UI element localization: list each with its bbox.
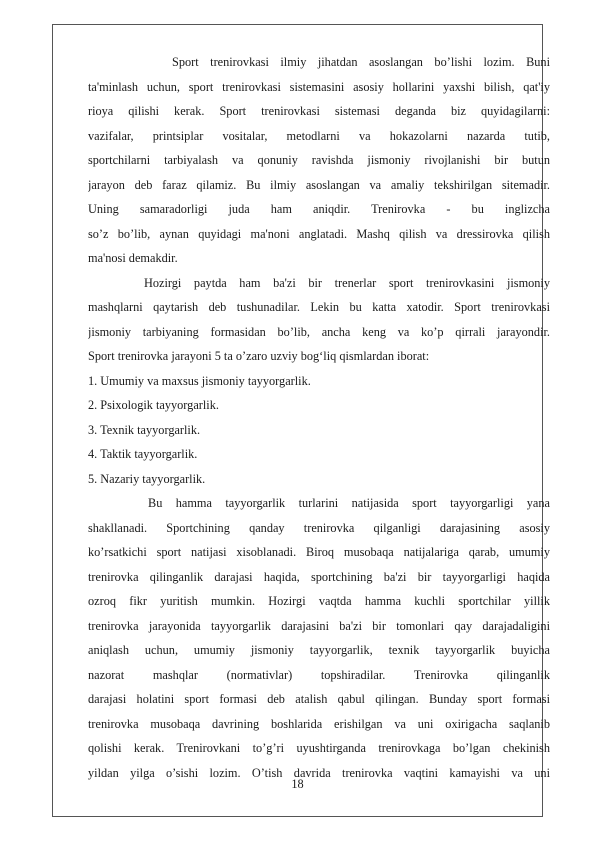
text-line: ozroq fikr yuritish mumkin. Hozirgi vaqtda hamma kuchli sportchilar yillik [88, 594, 550, 608]
text-line: Bu hamma tayyorgarlik turlarini natijasida sport tayyorgarligi yana [148, 496, 550, 510]
text-line: so’z bo’lib, aynan quyidagi ma'noni anglatadi. Mashq qilish va dressirovka qilish [88, 226, 550, 241]
text-line: ta'minlash uchun, sport trenirovkasi sistemasini asosiy hollarini yaxshi bilish, qat'iy [88, 79, 550, 94]
text-line: ko’rsatkichi sport natijasi xisoblanadi. Biroq musobaqa natijalariga qarab, umumiy [88, 545, 550, 559]
text-line: shakllanadi. Sportchining qanday trenirovka qilganligi darajasining asosiy [88, 520, 550, 535]
text-line: aniqlash uchun, umumiy jismoniy tayyorgarlik, texnik tayyorgarlik buyicha [88, 643, 550, 657]
text-line: jarayon deb faraz qilamiz. Bu ilmiy asoslangan va amaliy tekshirilgan sitemadir. [88, 177, 550, 192]
text-line: 5. Nazariy tayyorgarlik. [88, 471, 206, 486]
text-line: trenirovka jarayonida tayyorgarlik darajasini ba'zi bir tomonlari qay darajadaligini [88, 618, 550, 633]
text-line: trenirovka musobaqa davrining boshlarida erishilgan va uni oxirigacha saqlanib [88, 716, 550, 731]
text-line: 2. Psixologik tayyorgarlik. [88, 398, 219, 412]
text-line: 4. Taktik tayyorgarlik. [88, 447, 198, 461]
text-line: ma'nosi demakdir. [88, 251, 178, 265]
text-line: rioya qilishi kerak. Sport trenirovkasi sistemasi deganda biz quyidagilarni: [88, 104, 550, 118]
page-number: 18 [291, 777, 304, 791]
text-line: nazorat mashqlar (normativlar) topshiradilar. Trenirovka qilinganlik [88, 667, 550, 682]
text-line: yildan yilga o’sishi lozim. O’tish davrida trenirovka vaqtini kamayishi va uni [88, 765, 550, 780]
text-line: mashqlarni qaytarish deb tushunadilar. Lekin bu katta xatodir. Sport trenirovkasi [88, 300, 550, 314]
text-line: sportchilarni tarbiyalash va qonuniy ravishda jismoniy rivojlanishi bir butun [88, 153, 550, 167]
text-line: trenirovka qilinganlik darajasi haqida, sportchining ba'zi bir tayyorgarligi haqida [88, 569, 550, 584]
text-line: darajasi holatini sport formasi deb atalish qabul qilingan. Bunday sport formasi [88, 692, 550, 706]
text-line: vazifalar, printsiplar vositalar, metodlarni va hokazolarni nazarda tutib, [88, 128, 550, 143]
text-line: qolishi kerak. Trenirovkani to’g’ri uyushtirganda trenirovkaga bo’lgan chekinish [88, 741, 550, 755]
text-line: Uning samaradorligi juda ham aniqdir. Trenirovka - bu inglizcha [88, 202, 550, 216]
document-body [88, 50, 550, 785]
text-line: jismoniy tarbiyaning formasidan bo’lib, ancha keng va ko’p qirrali jarayondir. [88, 324, 550, 339]
text-line: 3. Texnik tayyorgarlik. [88, 422, 201, 437]
text-line: Hozirgi paytda ham ba'zi bir trenerlar sport trenirovkasini jismoniy [144, 275, 550, 290]
text-line: 1. Umumiy va maxsus jismoniy tayyorgarlik. [88, 373, 311, 388]
text-line: Sport trenirovkasi ilmiy jihatdan asoslangan bo’lishi lozim. Buni [172, 55, 550, 69]
text-line: Sport trenirovka jarayoni 5 ta o’zaro uzviy bog‘liq qismlardan iborat: [88, 349, 430, 363]
